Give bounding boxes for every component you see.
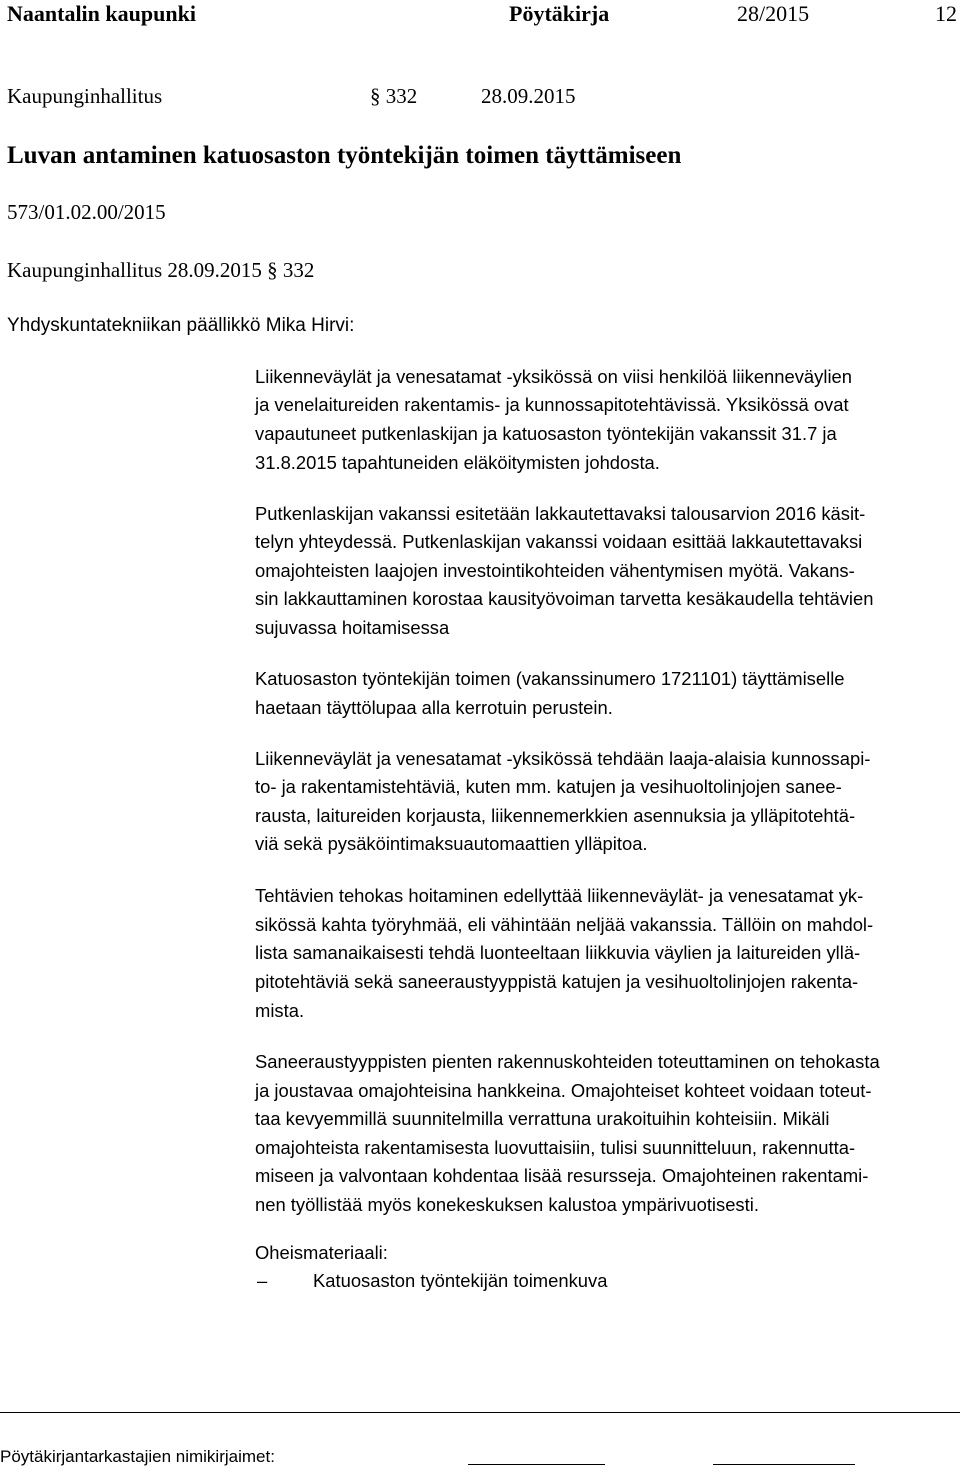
body-line: to- ja rakentamistehtäviä, kuten mm. katujen ja vesihuoltolinjojen sanee-: [255, 776, 842, 797]
body-line: taa kevyemmillä suunnitelmilla verrattuna urakoituihin kohteisiin. Mikäli: [255, 1108, 830, 1129]
body-line: mista.: [255, 1000, 305, 1021]
handling-line: Kaupunginhallitus 28.09.2015 § 332: [7, 258, 315, 282]
body-line: omajohteista rakentamisesta luovuttaisiin, tulisi suunnitteluun, rakennutta-: [255, 1137, 856, 1158]
preparer: Yhdyskuntatekniikan päällikkö Mika Hirvi:: [7, 315, 355, 336]
body-line: omajohteisten laajojen investointikohteiden vähentymisen myötä. Vakans-: [255, 560, 855, 581]
body-line: telyn yhteydessä. Putkenlaskijan vakanssi voidaan esittää lakkautettavaksi: [255, 531, 863, 552]
footer-divider: [0, 1412, 960, 1413]
matter-title: Luvan antaminen katuosaston työntekijän toimen täyttämiseen: [7, 142, 682, 169]
signature-line-2: [713, 1464, 855, 1465]
body-line: haetaan täyttölupaa alla kerrotuin perustein.: [255, 697, 613, 718]
body-line: viä sekä pysäköintimaksuautomaattien ylläpitoa.: [255, 833, 648, 854]
attachments-label: Oheismateriaali:: [255, 1242, 388, 1263]
body-line: miseen ja valvontaan kohdentaa lisää resursseja. Omajohteinen rakentami-: [255, 1165, 869, 1186]
document-type: Pöytäkirja: [509, 1, 610, 26]
attachment-dash: –: [257, 1270, 268, 1291]
body-line: Liikenneväylät ja venesatamat -yksikössä on viisi henkilöä liikenneväylien: [255, 366, 852, 387]
meeting-date: 28.09.2015: [481, 84, 576, 108]
attachment-item: Katuosaston työntekijän toimenkuva: [313, 1270, 608, 1291]
body-line: rausta, laitureiden korjausta, liikennemerkkien asennuksia ja ylläpitotehtä-: [255, 805, 856, 826]
signatures-label: Pöytäkirjantarkastajien nimikirjaimet:: [0, 1447, 275, 1466]
body-line: 31.8.2015 tapahtuneiden eläköitymisten johdosta.: [255, 452, 660, 473]
body-line: ja joustavaa omajohteisina hankkeina. Omajohteiset kohteet voidaan toteut-: [255, 1080, 872, 1101]
body-line: sujuvassa hoitamisessa: [255, 617, 450, 638]
section-number: § 332: [370, 84, 418, 108]
body-line: Saneeraustyyppisten pienten rakennuskohteiden toteuttaminen on tehokasta: [255, 1051, 880, 1072]
document-number: 28/2015: [737, 1, 810, 26]
body-line: pitotehtäviä sekä saneeraustyyppistä katujen ja vesihuoltolinjojen rakenta-: [255, 971, 859, 992]
body-line: sin lakkauttaminen korostaa kausityövoiman tarvetta kesäkaudella tehtävien: [255, 588, 874, 609]
body-line: Liikenneväylät ja venesatamat -yksikössä tehdään laaja-alaisia kunnossapi-: [255, 748, 871, 769]
body-line: sikössä kahta työryhmää, eli vähintään neljää vakanssia. Tällöin on mahdol-: [255, 914, 874, 935]
page-number: 12: [935, 1, 957, 26]
body-line: lista samanaikaisesti tehdä luonteeltaan liikkuvia väylien ja laitureiden yllä-: [255, 942, 861, 963]
body-line: vapautuneet putkenlaskijan ja katuosaston työntekijän vakanssit 31.7 ja: [255, 423, 837, 444]
body-line: ja venelaitureiden rakentamis- ja kunnossapitotehtävissä. Yksikössä ovat: [255, 394, 849, 415]
body-line: Putkenlaskijan vakanssi esitetään lakkautettavaksi talousarvion 2016 käsit-: [255, 503, 866, 524]
body-line: Tehtävien tehokas hoitaminen edellyttää liikenneväylät- ja venesatamat yk-: [255, 885, 864, 906]
municipality-name: Naantalin kaupunki: [7, 1, 196, 26]
record-id: 573/01.02.00/2015: [7, 200, 166, 224]
signature-line-1: [468, 1464, 605, 1465]
body-line: nen työllistää myös konekeskuksen kalustoa ympärivuotisesti.: [255, 1194, 759, 1215]
meeting-body: Kaupunginhallitus: [7, 84, 163, 108]
body-line: Katuosaston työntekijän toimen (vakanssinumero 1721101) täyttämiselle: [255, 668, 845, 689]
